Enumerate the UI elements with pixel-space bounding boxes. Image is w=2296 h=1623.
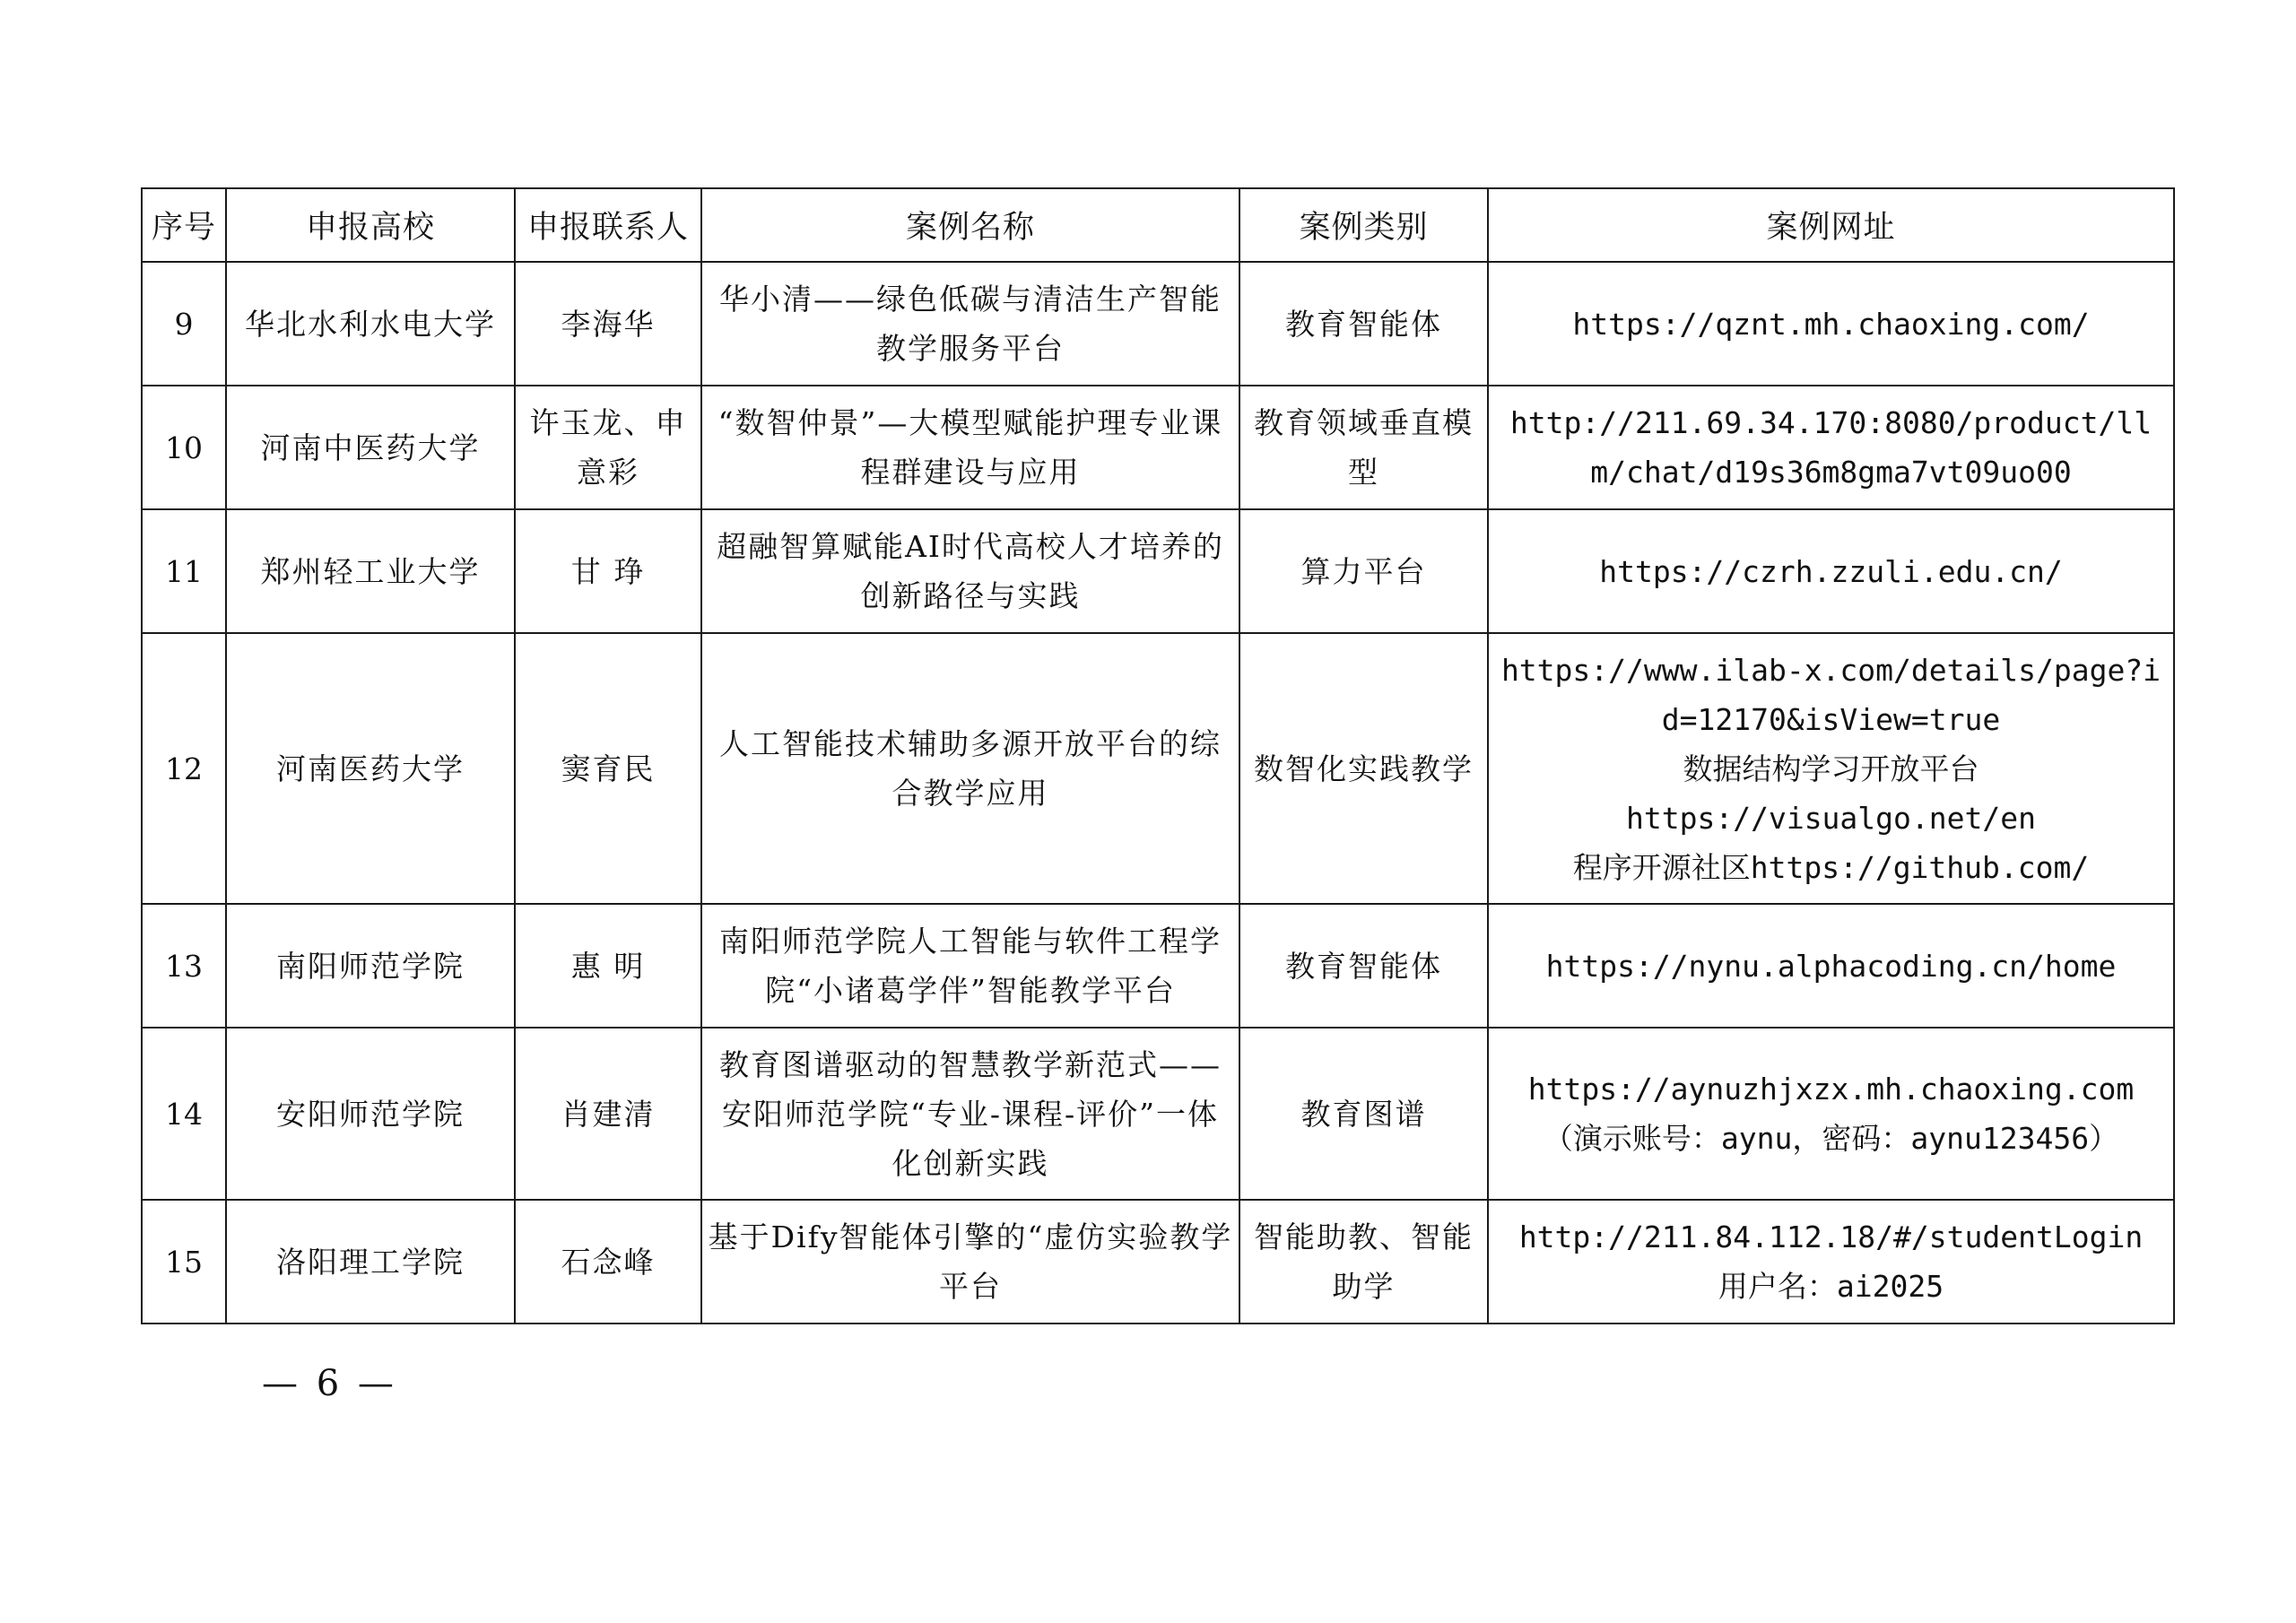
table-row [142,509,2174,633]
header-case-category: 案例类别 [1239,188,1488,262]
row-case-url [1488,1200,2174,1324]
row-case-category: 教育智能体 [1239,262,1488,386]
case-url-link[interactable]: http://211.84.112.18/#/studentLogin [1518,1219,2144,1254]
row-case-url [1488,509,2174,633]
case-url-link[interactable]: https://visualgo.net/en [1626,800,2036,836]
table-row [142,1028,2174,1200]
table-row [142,386,2174,509]
row-case-category: 教育领域垂直模型 [1239,386,1488,509]
header-contact: 申报联系人 [515,188,701,262]
case-url-note: 数据结构学习开放平台 [1683,751,1979,786]
row-case-name: 超融智算赋能AI时代高校人才培养的创新路径与实践 [701,509,1239,633]
case-list-table [141,187,2175,1324]
case-url-link[interactable]: 程序开源社区https://github.com/ [1572,849,2090,885]
row-case-category: 数智化实践教学 [1239,633,1488,904]
header-case-url: 案例网址 [1488,188,2174,262]
row-case-name: “数智仲景”—大模型赋能护理专业课程群建设与应用 [701,386,1239,509]
row-case-url [1488,262,2174,386]
table-row [142,633,2174,904]
header-school: 申报高校 [226,188,515,262]
row-num: 10 [142,386,226,509]
row-case-name: 教育图谱驱动的智慧教学新范式——安阳师范学院“专业-课程-评价”一体化创新实践 [701,1028,1239,1200]
row-num: 9 [142,262,226,386]
row-case-category: 教育图谱 [1239,1028,1488,1200]
page-number: — 6 — [262,1363,397,1404]
row-num: 12 [142,633,226,904]
row-case-url [1488,386,2174,509]
row-contact: 惠 明 [515,904,701,1028]
row-case-category: 教育智能体 [1239,904,1488,1028]
row-contact: 甘 琤 [515,509,701,633]
row-contact: 窦育民 [515,633,701,904]
row-school: 华北水利水电大学 [226,262,515,386]
row-case-category: 智能助教、智能助学 [1239,1200,1488,1324]
case-url-link[interactable]: https://qznt.mh.chaoxing.com/ [1572,306,2090,342]
row-case-name: 华小清——绿色低碳与清洁生产智能教学服务平台 [701,262,1239,386]
table-row [142,1200,2174,1324]
row-case-url [1488,1028,2174,1200]
case-url-note: （演示账号：aynu，密码：aynu123456） [1543,1121,2119,1156]
row-case-name: 基于Dify智能体引擎的“虚仿实验教学平台 [701,1200,1239,1324]
row-contact: 石念峰 [515,1200,701,1324]
row-num: 15 [142,1200,226,1324]
row-contact: 李海华 [515,262,701,386]
row-case-name: 人工智能技术辅助多源开放平台的综合教学应用 [701,633,1239,904]
row-school: 郑州轻工业大学 [226,509,515,633]
table-row [142,262,2174,386]
case-url-link[interactable]: https://www.ilab-x.com/details/page?id=12170&isView=true [1500,652,2161,737]
row-num: 13 [142,904,226,1028]
row-case-url [1488,633,2174,904]
row-num: 11 [142,509,226,633]
row-case-category: 算力平台 [1239,509,1488,633]
header-case-name: 案例名称 [701,188,1239,262]
header-num: 序号 [142,188,226,262]
row-school: 洛阳理工学院 [226,1200,515,1324]
row-school: 南阳师范学院 [226,904,515,1028]
case-url-link[interactable]: https://aynuzhjxzx.mh.chaoxing.com [1527,1072,2135,1107]
case-url-link[interactable]: http://211.69.34.170:8080/product/llm/chat/d19s36m8gma7vt09uo00 [1509,405,2152,490]
row-school: 河南医药大学 [226,633,515,904]
row-contact: 许玉龙、申意彩 [515,386,701,509]
case-url-link[interactable]: https://czrh.zzuli.edu.cn/ [1599,553,2063,589]
case-url-link[interactable]: https://nynu.alphacoding.cn/home [1545,948,2117,984]
row-case-name: 南阳师范学院人工智能与软件工程学院“小诸葛学伴”智能教学平台 [701,904,1239,1028]
row-school: 安阳师范学院 [226,1028,515,1200]
row-num: 14 [142,1028,226,1200]
table-header-row [142,188,2174,262]
row-school: 河南中医药大学 [226,386,515,509]
row-case-url [1488,904,2174,1028]
case-url-note: 用户名：ai2025 [1718,1269,1944,1304]
table-row [142,904,2174,1028]
row-contact: 肖建清 [515,1028,701,1200]
